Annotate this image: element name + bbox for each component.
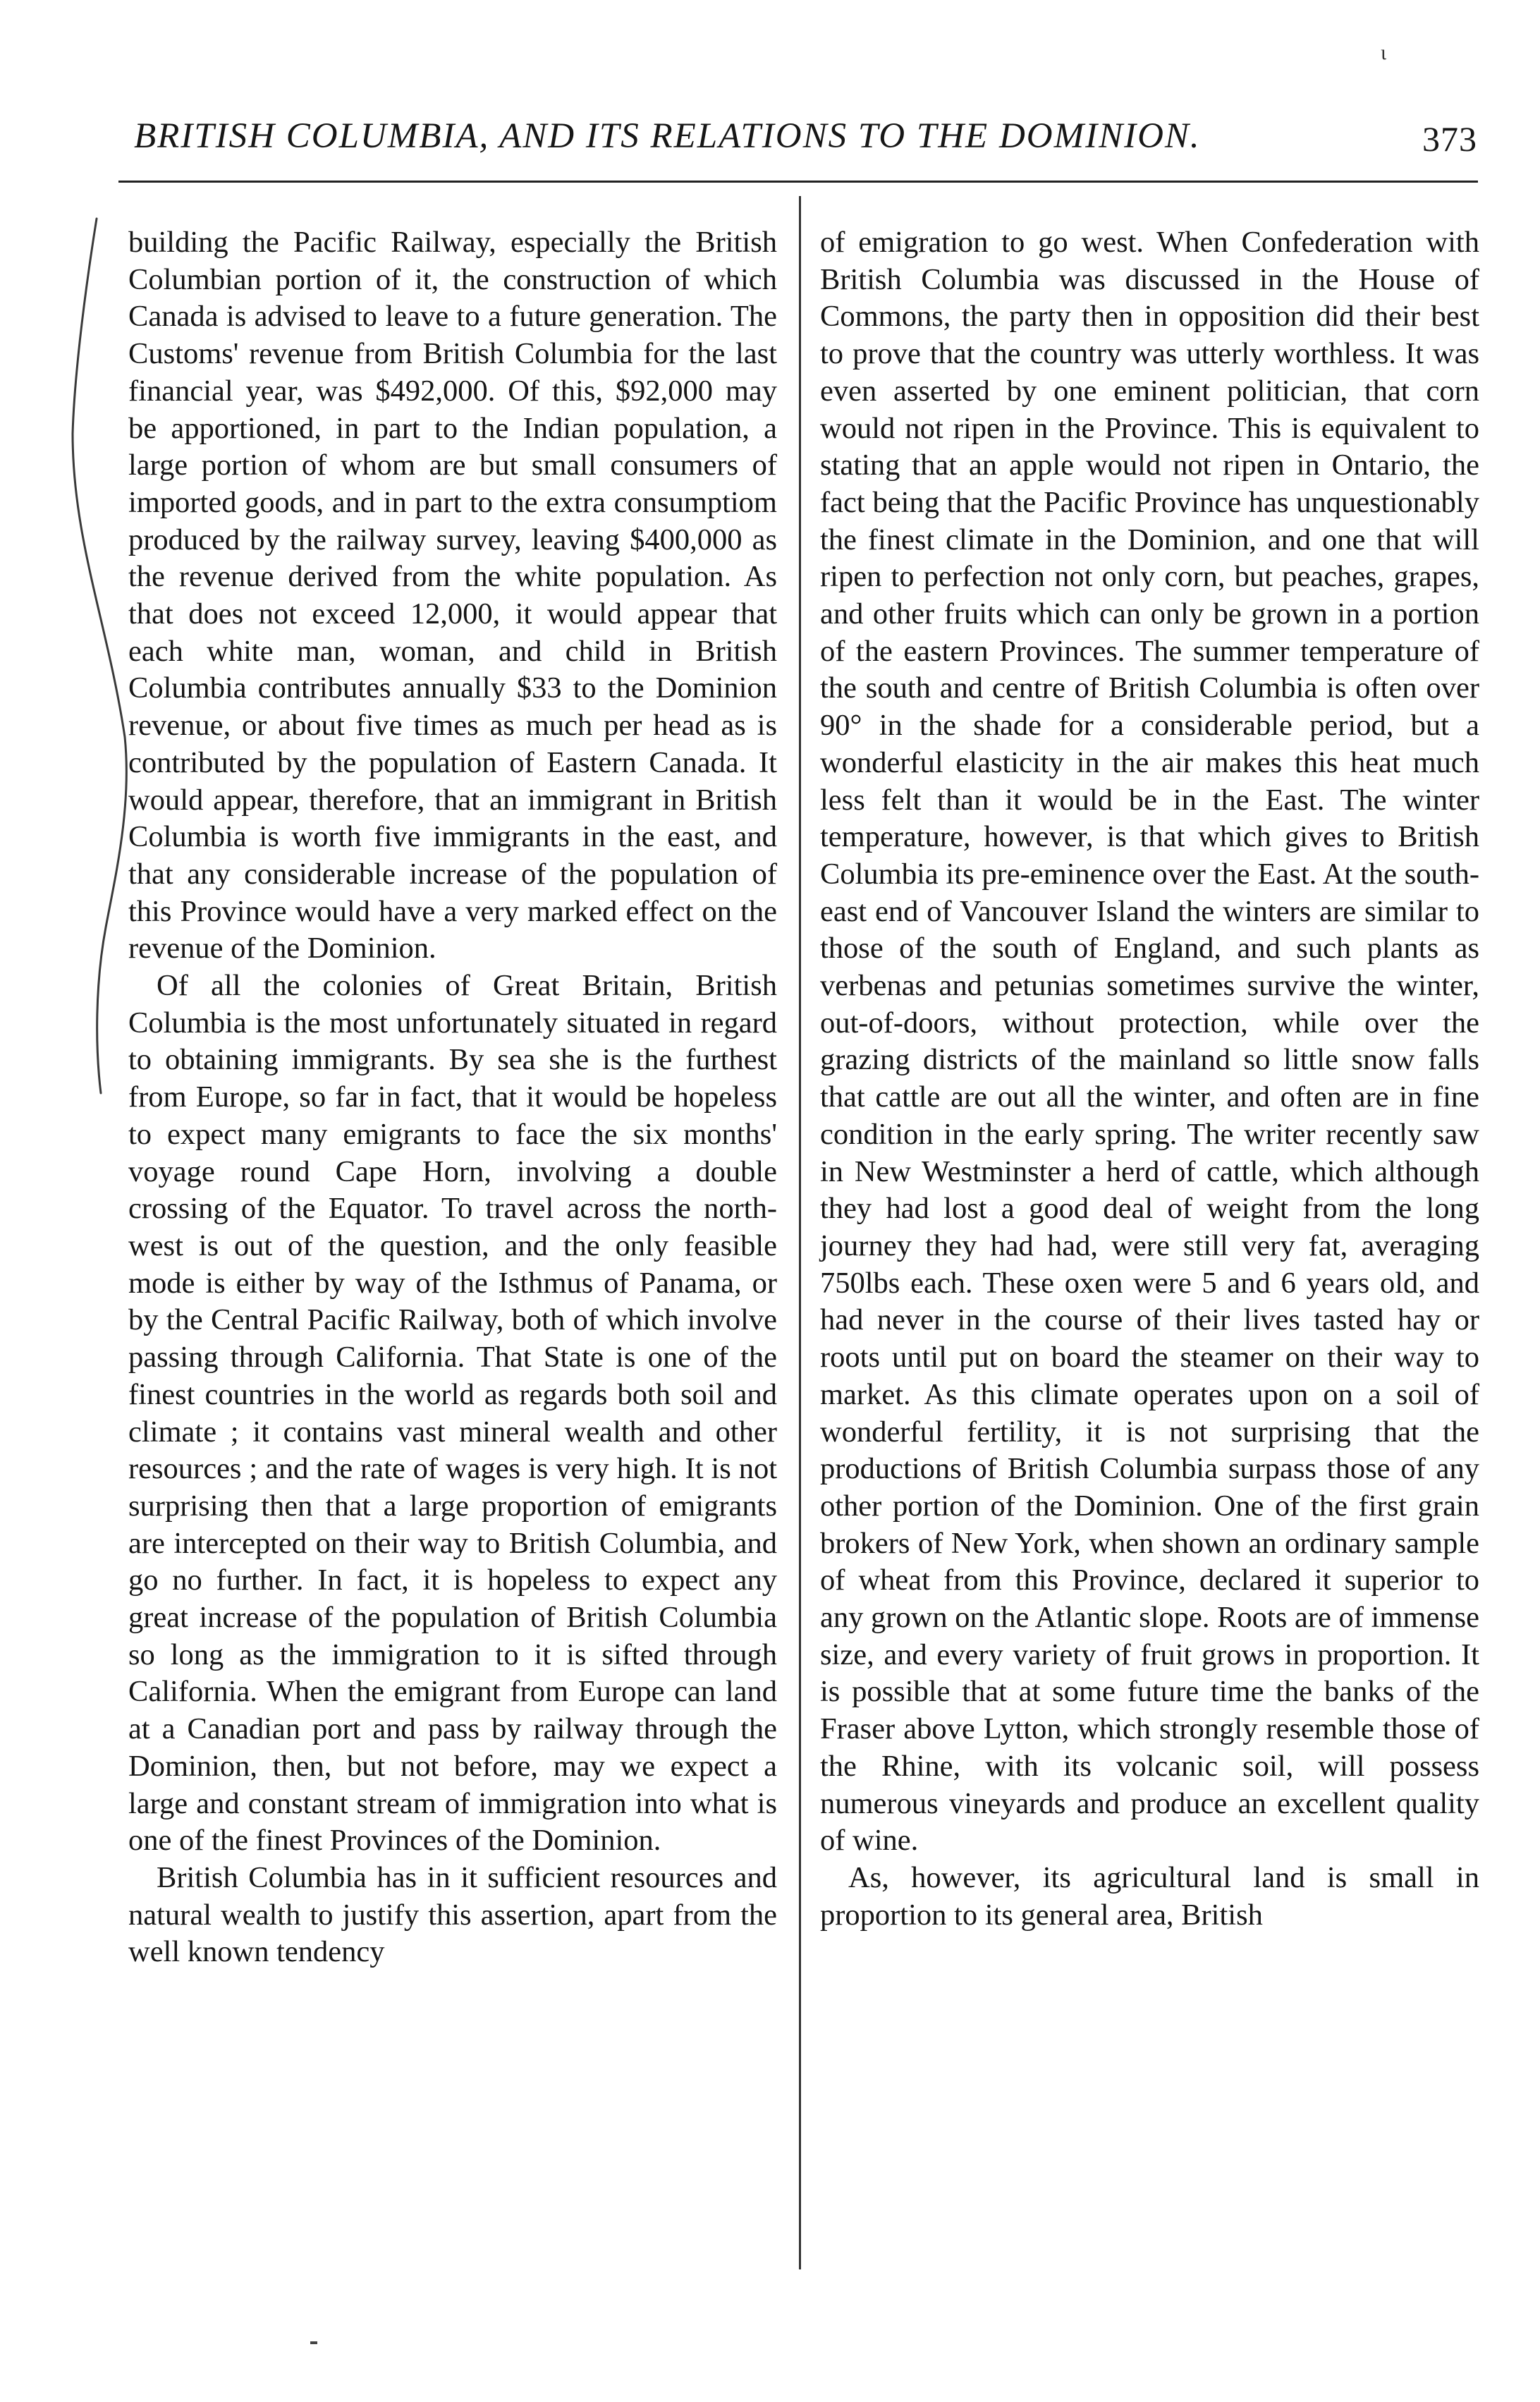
right-column: [820, 224, 1479, 1934]
left-column: [128, 224, 777, 1971]
running-header: [134, 106, 1477, 169]
right-paragraph: As, however, its agricultural land is small in proportion to its general area, British: [820, 1860, 1479, 1932]
header-rule: [118, 181, 1478, 183]
column-divider: [799, 196, 801, 2269]
left-paragraph: British Columbia has in it sufficient resources and natural wealth to justify this assertion, apart from the well known tendency: [128, 1860, 777, 1969]
margin-bracket-mark: [67, 201, 138, 1118]
left-paragraph: Of all the colonies of Great Britain, British Columbia is the most unfortunately situated in regard to obtaining immigrants. By sea she is the furthest from Europe, so far in fact, that it would be hopeless to expect many emigrants to face the six months' voyage round Cape Horn, involving a double crossing of the Equator. To travel across the north-west is out of the question, and the only feasible mode is either by way of the Isthmus of Panama, or by the Central Pacific Railway, both of which involve passing through California. That State is one of the finest countries in the world as regards both soil and climate ; it contains vast mineral wealth and other resources ; and the rate of wages is very high. It is not surprising then that a large proportion of emigrants are intercepted on their way to British Columbia, and go no further. In fact, it is hopeless to expect any great increase of the population of British Columbia so long as the immigration to it is sifted through California. When the emigrant from Europe can land at a Canadian port and pass by railway through the Dominion, then, but not before, may we expect a large and constant stream of immigration into what is one of the finest Provinces of the Dominion.: [128, 969, 777, 1858]
left-paragraph: building the Pacific Railway, especially the British Columbian portion of it, the construction of which Canada is advised to leave to a future generation. The Customs' revenue from British Columbia for the last financial year, was $492,000. Of this, $92,000 may be apportioned, in part to the Indian population, a large portion of whom are but small consumers of imported goods, and in part to the extra consumptiom produced by the railway survey, leaving $400,000 as the revenue derived from the white population. As that does not exceed 12,000, it would appear that each white man, woman, and child in British Columbia contributes annually $33 to the Dominion revenue, or about five times as much per head as is contributed by the population of Eastern Canada. It would appear, therefore, that an immigrant in British Columbia is worth five immigrants in the east, and that any considerable increase of the population of this Province would have a very marked effect on the revenue of the Dominion.: [128, 226, 777, 965]
right-paragraph: of emigration to go west. When Confederation with British Columbia was discussed in the House of Commons, the party then in opposition did their best to prove that the country was utterly worthless. It was even asserted by one eminent politician, that corn would not ripen in the Province. This is equivalent to stating that an apple would not ripen in Ontario, the fact being that the Pacific Province has unquestionably the finest climate in the Dominion, and one that will ripen to perfection not only corn, but peaches, grapes, and other fruits which can only be grown in a portion of the eastern Provinces. The summer temperature of the south and centre of British Columbia is often over 90° in the shade for a considerable period, but a wonderful elasticity in the air makes this heat much less felt than it would be in the East. The winter temperature, however, is that which gives to British Columbia its pre-eminence over the East. At the south-east end of Vancouver Island the winters are similar to those of the south of England, and such plants as verbenas and petunias sometimes survive the winter, out-of-doors, without protection, while over the grazing districts of the mainland so little snow falls that cattle are out all the winter, and often are in fine condition in the early spring. The writer recently saw in New Westminster a herd of cattle, which although they had lost a good deal of weight from the long journey they had had, were still very fat, averaging 750lbs each. These oxen were 5 and 6 years old, and had never in the course of their lives tasted hay or roots until put on board the steamer on their way to market. As this climate operates upon on a soil of wonderful fertility, it is not surprising that the productions of British Columbia surpass those of any other portion of the Dominion. One of the first grain brokers of New York, when shown an ordinary sample of wheat from this Province, declared it superior to any grown on the Atlantic slope. Roots are of immense size, and every variety of fruit grows in proportion. It is possible that at some future time the banks of the Fraser above Lytton, which strongly resemble those of the Rhine, with its volcanic soil, will possess numerous vineyards and produce an excellent quality of wine.: [820, 226, 1479, 1858]
running-title: BRITISH COLUMBIA, AND ITS RELATIONS TO THE DOMINION.: [134, 116, 1201, 156]
page-number: 373: [1422, 119, 1477, 159]
footer-mark: [310, 2341, 317, 2344]
page-corner-mark: ι: [1381, 41, 1387, 64]
